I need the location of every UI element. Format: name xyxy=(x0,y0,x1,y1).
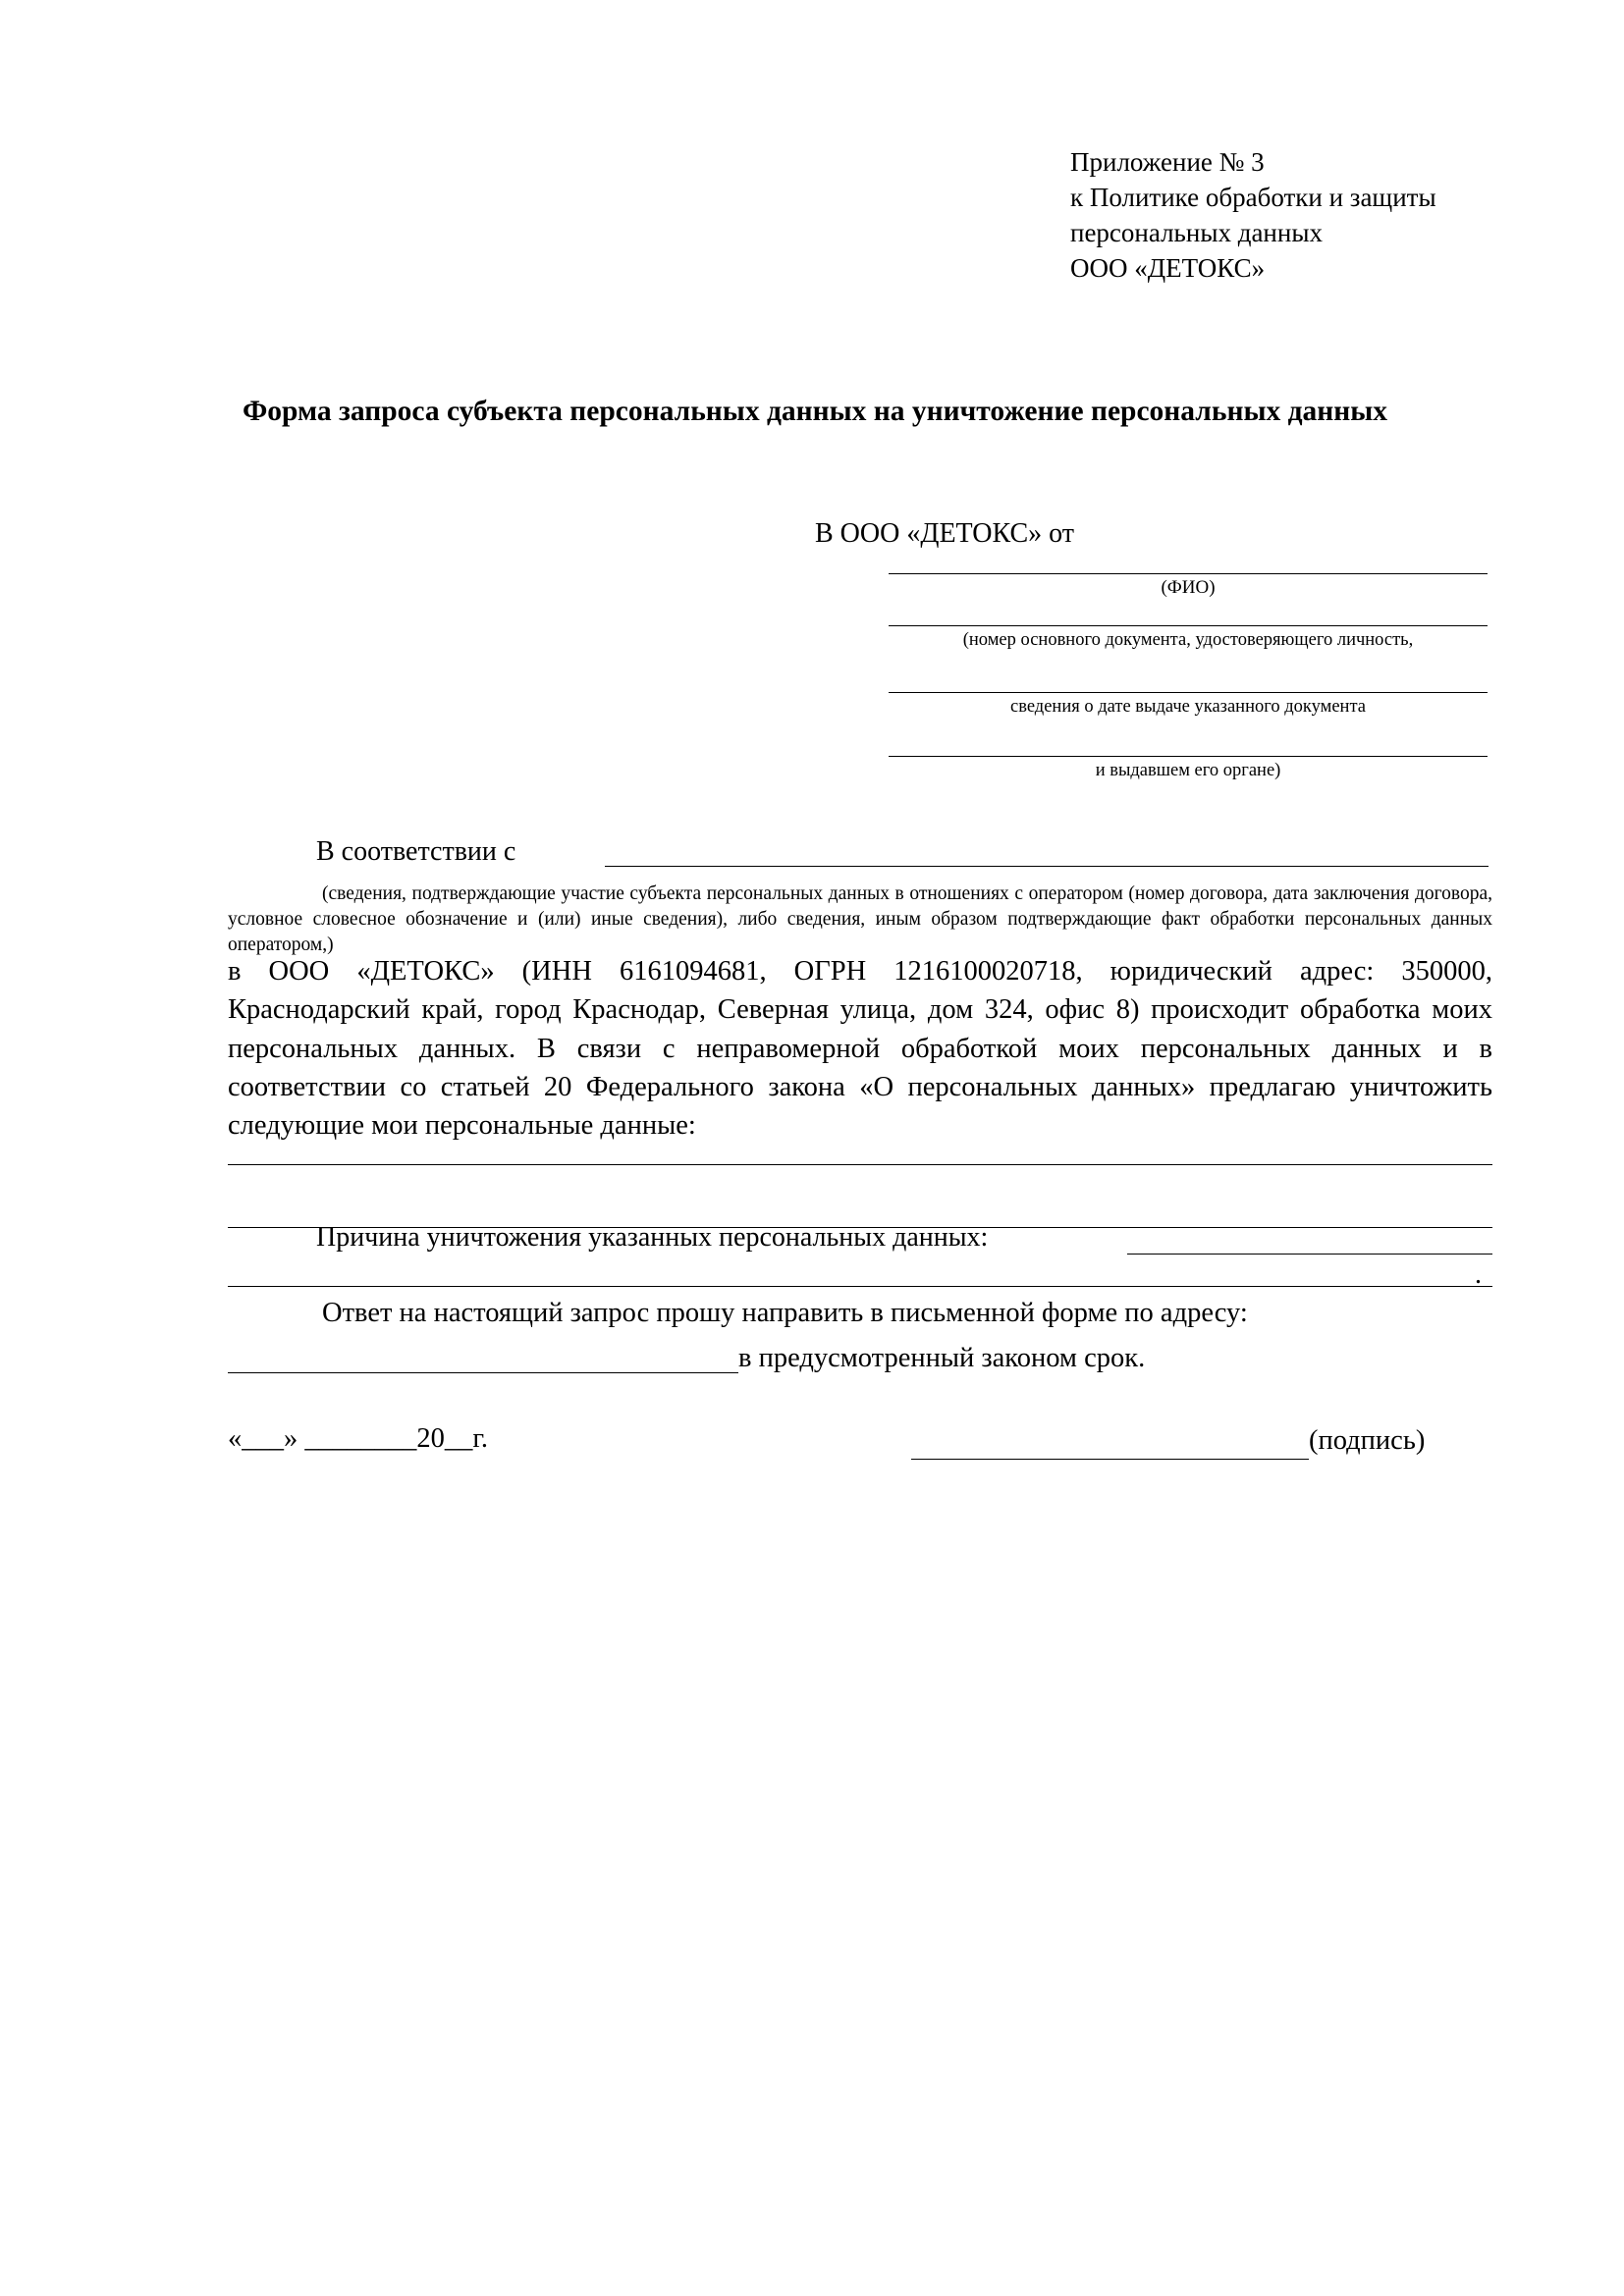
accordance-label: В соответствии с xyxy=(316,836,516,867)
page-title: Форма запроса субъекта персональных данных на уничтожение персональных данных xyxy=(242,396,1388,427)
date-field[interactable]: «___» ________20__г. xyxy=(228,1423,488,1454)
document-number-input-line[interactable] xyxy=(889,625,1488,626)
document-issuer-caption: и выдавшем его органе) xyxy=(1095,761,1281,780)
appendix-header-line-1: Приложение № 3 xyxy=(1070,147,1265,177)
accordance-fineprint: (сведения, подтверждающие участие субъекта персональных данных в отношениях с оператором (номер договора, дата заключения договора, условное словесное обозначение и (или) иные сведения), либо сведения, иным образом подтверждающие факт обработки персональных данных оператором,) xyxy=(228,883,1492,955)
fio-input-line[interactable] xyxy=(889,573,1488,574)
answer-address-input-line[interactable] xyxy=(228,1372,738,1373)
personal-data-input-line-1[interactable] xyxy=(228,1164,1492,1165)
document-issuer-input-line[interactable] xyxy=(889,756,1488,757)
appendix-header-line-3: персональных данных xyxy=(1070,217,1323,247)
accordance-input-line[interactable] xyxy=(605,866,1489,867)
addressee-label: В ООО «ДЕТОКС» от xyxy=(815,518,1075,549)
main-paragraph: в ООО «ДЕТОКС» (ИНН 6161094681, ОГРН 1216100020718, юридический адрес: 350000, Краснодарский край, город Краснодар, Северная улица, дом 324, офис 8) происходит обработка моих персональных данных. В связи с неправомерной обработкой моих персональных данных и в соответствии со статьей 20 Федерального закона «О персональных данных» предлагаю уничтожить следующие мои персональные данные: xyxy=(228,956,1492,1142)
reason-input-line-2[interactable] xyxy=(228,1286,1492,1287)
document-date-caption: сведения о дате выдаче указанного документа xyxy=(1010,697,1366,717)
appendix-header-line-2: к Политике обработки и защиты xyxy=(1070,182,1436,212)
reason-label: Причина уничтожения указанных персональных данных: xyxy=(316,1222,989,1253)
fio-caption: (ФИО) xyxy=(1161,577,1216,598)
document-date-input-line[interactable] xyxy=(889,692,1488,693)
appendix-header xyxy=(1070,145,1581,287)
document-number-caption: (номер основного документа, удостоверяющего личность, xyxy=(962,630,1414,650)
signature-label: (подпись) xyxy=(1309,1425,1426,1456)
reason-terminator: . xyxy=(1475,1259,1482,1290)
appendix-header-line-4: ООО «ДЕТОКС» xyxy=(1070,252,1266,283)
answer-tail: в предусмотренный законом срок. xyxy=(738,1343,1146,1373)
answer-paragraph: Ответ на настоящий запрос прошу направить в письменной форме по адресу: xyxy=(322,1298,1248,1328)
reason-input-line-1[interactable] xyxy=(1127,1254,1492,1255)
signature-input-line[interactable] xyxy=(911,1459,1309,1460)
